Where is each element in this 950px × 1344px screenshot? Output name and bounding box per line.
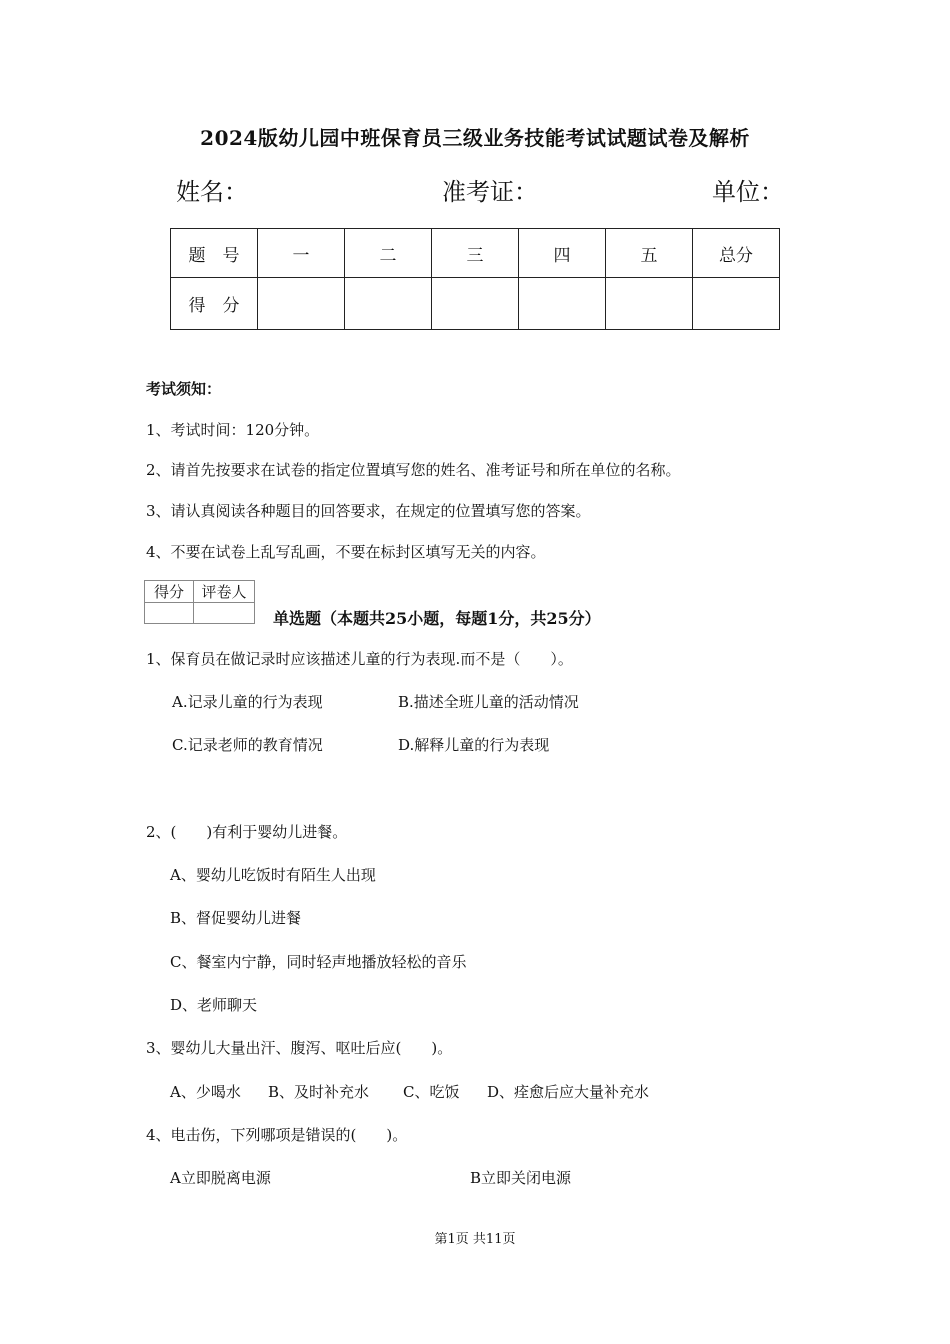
document-title: 2024版幼儿园中班保育员三级业务技能考试试题试卷及解析	[200, 126, 750, 150]
question-stem: 1、保育员在做记录时应该描述儿童的行为表现.而不是（ ）。	[146, 650, 573, 668]
question-option: D、老师聊天	[170, 996, 258, 1014]
score-cell[interactable]	[258, 278, 345, 330]
score-header-cell: 二	[345, 229, 432, 278]
question-option: D、痊愈后应大量补充水	[487, 1083, 650, 1101]
unit-field-label: 单位：	[712, 178, 784, 206]
notice-item: 4、不要在试卷上乱写乱画，不要在标封区填写无关的内容。	[146, 543, 546, 561]
question-option: A.记录儿童的行为表现	[172, 693, 323, 711]
question-option: D.解释儿童的行为表现	[398, 736, 550, 754]
name-field-label: 姓名：	[176, 178, 248, 206]
question-option: C、吃饭	[403, 1083, 460, 1101]
question-stem: 3、婴幼儿大量出汗、腹泻、呕吐后应( )。	[146, 1039, 453, 1057]
score-table-score-row	[171, 278, 780, 330]
question-stem: 2、( )有利于婴幼儿进餐。	[146, 823, 348, 841]
score-cell[interactable]	[519, 278, 606, 330]
question-option: C、餐室内宁静，同时轻声地播放轻松的音乐	[170, 953, 467, 971]
notice-item: 1、考试时间：120分钟。	[146, 421, 320, 439]
score-header-cell: 题 号	[171, 229, 258, 278]
score-cell[interactable]	[606, 278, 693, 330]
question-option: A、婴幼儿吃饭时有陌生人出现	[170, 866, 376, 884]
question-stem: 4、电击伤，下列哪项是错误的( )。	[146, 1126, 408, 1144]
grader-reviewer-label: 评卷人	[194, 581, 255, 603]
grader-score-label: 得分	[145, 581, 194, 603]
notice-item: 2、请首先按要求在试卷的指定位置填写您的姓名、准考证号和所在单位的名称。	[146, 461, 681, 479]
score-cell[interactable]	[432, 278, 519, 330]
score-cell[interactable]	[693, 278, 780, 330]
score-header-cell: 一	[258, 229, 345, 278]
score-header-cell: 五	[606, 229, 693, 278]
score-table-header-row	[171, 229, 780, 278]
grader-reviewer-cell[interactable]	[194, 603, 255, 624]
notice-heading: 考试须知：	[146, 380, 222, 398]
grader-box	[144, 580, 255, 624]
score-header-cell: 三	[432, 229, 519, 278]
score-row-label: 得 分	[171, 278, 258, 330]
question-option: A、少喝水	[170, 1083, 241, 1101]
question-option: B、及时补充水	[268, 1083, 370, 1101]
score-cell[interactable]	[345, 278, 432, 330]
score-header-cell: 总分	[693, 229, 780, 278]
section-title: 单选题（本题共25小题，每题1分，共25分）	[273, 609, 601, 628]
score-header-cell: 四	[519, 229, 606, 278]
question-option: B、督促婴幼儿进餐	[170, 909, 302, 927]
page-footer: 第1页 共11页	[434, 1232, 516, 1247]
grader-score-cell[interactable]	[145, 603, 194, 624]
question-option: C.记录老师的教育情况	[172, 736, 323, 754]
score-table	[170, 228, 780, 330]
notice-item: 3、请认真阅读各种题目的回答要求，在规定的位置填写您的答案。	[146, 502, 591, 520]
question-option: B.描述全班儿童的活动情况	[398, 693, 579, 711]
exam-id-field-label: 准考证：	[442, 178, 538, 206]
question-option: A立即脱离电源	[170, 1169, 271, 1187]
question-option: B立即关闭电源	[470, 1169, 572, 1187]
